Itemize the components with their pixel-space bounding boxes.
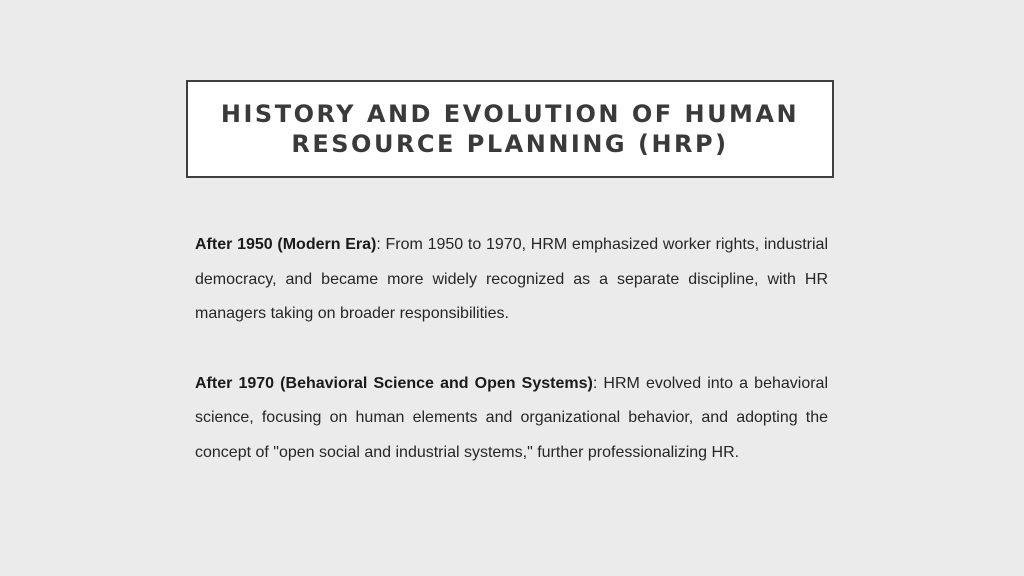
title-line-1: HISTORY AND EVOLUTION OF HUMAN [220,100,800,128]
paragraph-lead: After 1970 (Behavioral Science and Open Systems) [195,374,593,392]
slide-title [221,99,799,159]
title-box [186,80,834,178]
paragraph-body: : HRM evolved into a behavioral science, focusing on human elements and organizational behavior, and adopting the concept of "open social and industrial systems," further professionalizing HR. [195,374,829,461]
paragraph-behavioral-science [195,367,828,471]
paragraph-lead: After 1950 (Modern Era) [195,236,377,253]
paragraph-body: : From 1950 to 1970, HRM emphasized worker rights, industrial democracy, and became more widely recognized as a separate discipline, with HR managers taking on broader responsibilities. [195,236,829,322]
paragraph-modern-era [195,228,828,332]
title-line-2: RESOURCE PLANNING (HRP) [291,130,729,158]
slide-content [195,228,828,470]
